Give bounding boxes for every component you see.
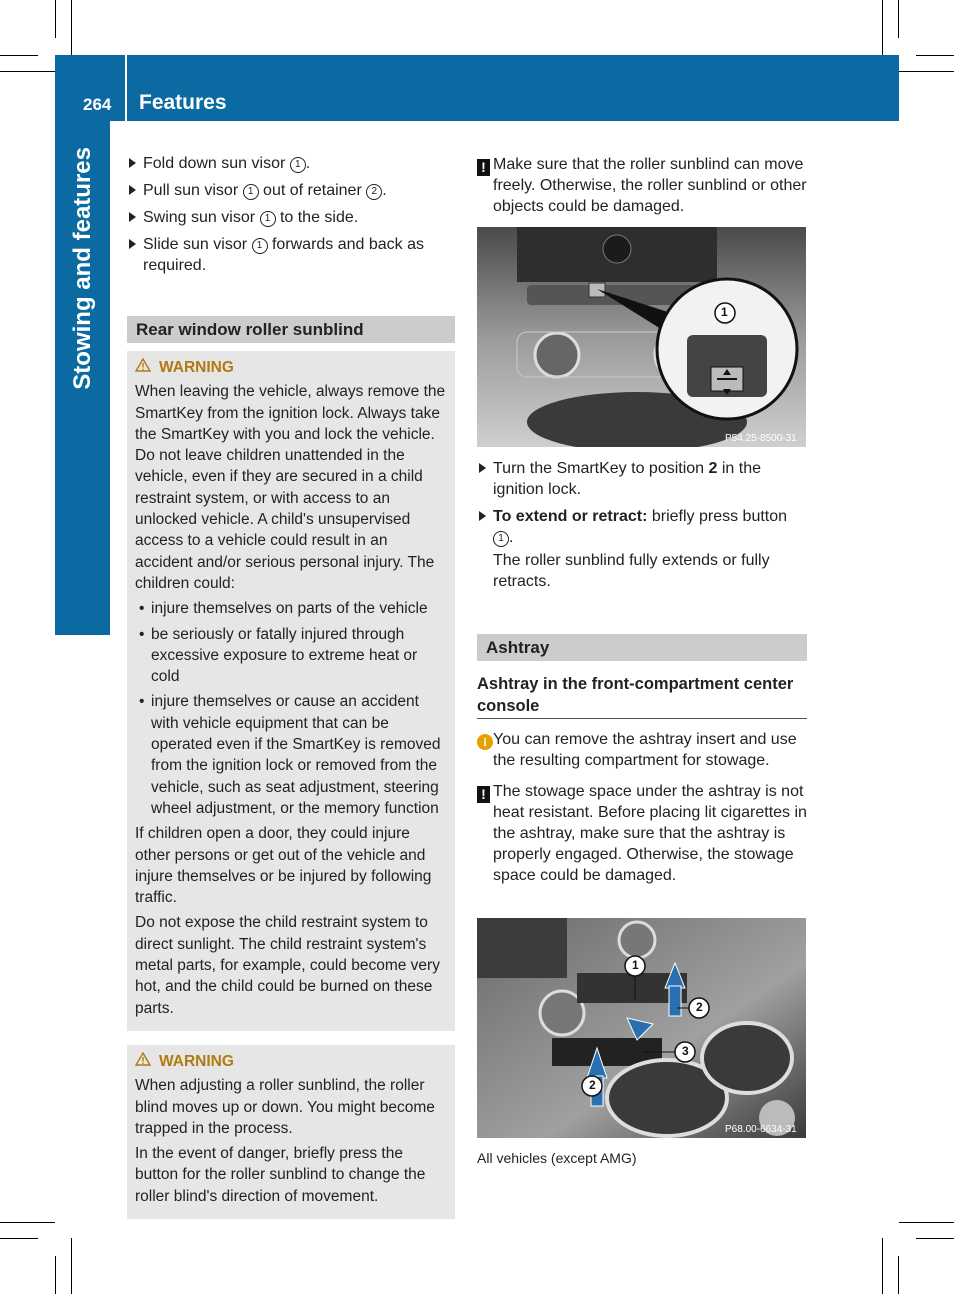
warning-triangle-icon bbox=[135, 357, 151, 378]
step-emphasis: To extend or retract: bbox=[493, 508, 648, 525]
crop-mark bbox=[898, 0, 899, 38]
callout-number: 1 bbox=[493, 531, 509, 547]
photo-code: P54.25-8500-31 bbox=[725, 433, 797, 444]
step-text: Fold down sun visor bbox=[143, 155, 290, 172]
callout-number: 1 bbox=[721, 305, 728, 319]
note-text: Make sure that the roller sunblind can move freely. Otherwise, the roller sunblind or other objects could be damaged. bbox=[493, 156, 807, 215]
console-photo-roller-button bbox=[477, 227, 806, 447]
crop-mark bbox=[882, 0, 883, 55]
warning-text: When leaving the vehicle, always remove the SmartKey from the ignition lock. Always take the SmartKey with you and lock the vehicle. Do not leave children unattended in the vehicle, even if they are secured in a child restraint system, or with access to an unlocked vehicle. A child's unsupervised access to a vehicle could result in an accident and/or serious personal injury. The children could: bbox=[135, 383, 446, 592]
page-number: 264 bbox=[83, 95, 112, 114]
callout-number: 1 bbox=[252, 238, 268, 254]
header-divider bbox=[125, 55, 127, 121]
left-column bbox=[127, 153, 455, 1219]
step-item bbox=[127, 153, 455, 174]
step-text: Pull sun visor bbox=[143, 182, 243, 199]
step-text: Turn the SmartKey to position bbox=[493, 460, 709, 477]
crop-mark bbox=[71, 1238, 72, 1294]
callout-number: 2 bbox=[589, 1078, 596, 1092]
step-emphasis: 2 bbox=[708, 460, 718, 477]
subsection-heading: Ashtray in the front-compartment center console bbox=[477, 673, 807, 719]
console-illustration bbox=[477, 227, 806, 447]
warning-text: In the event of danger, briefly press the button for the roller sunblind to change the roller blind's direction of movement. bbox=[135, 1145, 426, 1205]
step-text: to the side. bbox=[275, 209, 359, 226]
step-item bbox=[127, 180, 455, 201]
photo-caption: All vehicles (except AMG) bbox=[477, 1150, 637, 1166]
section-heading: Rear window roller sunblind bbox=[127, 316, 455, 343]
warning-text: Do not expose the child restraint system to direct sunlight. The child restraint system's metal parts, for example, could become very hot, and the child could be burned on these parts. bbox=[135, 914, 440, 1017]
warning-bullet: • injure themselves or cause an accident with vehicle equipment that can be operated even if the SmartKey is removed from the ignition lock or removed from the vehicle, such as seat adjustment, steering wheel adjustment, or the memory function bbox=[135, 691, 447, 819]
callout-number: 3 bbox=[682, 1044, 689, 1058]
crop-mark bbox=[55, 1256, 56, 1294]
right-column bbox=[477, 154, 807, 217]
crop-mark bbox=[0, 1222, 55, 1223]
note-text: The stowage space under the ashtray is not heat resistant. Before placing lit cigarettes in the ashtray, make sure that the ashtray is properly engaged. Otherwise, the stowage space could be damaged. bbox=[493, 783, 807, 884]
warning-list bbox=[135, 598, 447, 819]
step-item bbox=[477, 458, 807, 500]
callout-number: 1 bbox=[243, 184, 259, 200]
step-text: briefly press button bbox=[647, 508, 788, 525]
warning-label: WARNING bbox=[159, 1052, 234, 1070]
step-item bbox=[477, 506, 807, 548]
crop-mark bbox=[55, 0, 56, 38]
warning-box bbox=[127, 1045, 455, 1219]
crop-mark bbox=[71, 0, 72, 55]
warning-bullet: • be seriously or fatally injured through excessive exposure to extreme heat or cold bbox=[135, 624, 447, 688]
crop-mark bbox=[916, 55, 954, 56]
crop-mark bbox=[0, 1238, 38, 1239]
crop-mark bbox=[916, 1238, 954, 1239]
exclamation-icon: ! bbox=[477, 786, 490, 803]
step-text: out of retainer bbox=[258, 182, 367, 199]
chapter-tab-label: Stowing and features bbox=[69, 147, 96, 390]
step-text: in the ignition lock. bbox=[493, 460, 762, 498]
callout-number: 1 bbox=[260, 211, 276, 227]
caution-note bbox=[477, 154, 807, 217]
step-text: . bbox=[305, 155, 311, 172]
step-item bbox=[127, 207, 455, 228]
step-text: Slide sun visor bbox=[143, 236, 252, 253]
warning-triangle-icon bbox=[135, 1051, 151, 1072]
photo-code: P68.00-6634-31 bbox=[725, 1124, 797, 1135]
crop-mark bbox=[882, 1238, 883, 1294]
crop-mark bbox=[898, 1256, 899, 1294]
info-note bbox=[477, 729, 807, 771]
step-text: . bbox=[382, 182, 387, 199]
section-heading: Ashtray bbox=[477, 634, 807, 661]
callout-number: 2 bbox=[366, 184, 382, 200]
crop-mark bbox=[0, 55, 38, 56]
info-icon: i bbox=[477, 734, 493, 750]
step-text: . bbox=[509, 529, 514, 546]
warning-heading bbox=[135, 357, 447, 378]
callout-number: 2 bbox=[696, 1000, 703, 1014]
step-text: forwards and back as required. bbox=[143, 236, 425, 274]
warning-label: WARNING bbox=[159, 359, 234, 376]
crop-mark bbox=[0, 71, 55, 72]
right-column-mid bbox=[477, 458, 807, 886]
warning-text: If children open a door, they could injure other persons or get out of the vehicle and injure themselves or be injured by following traffic. bbox=[135, 825, 432, 907]
step-item bbox=[127, 234, 455, 276]
warning-heading bbox=[135, 1051, 447, 1072]
note-text: You can remove the ashtray insert and use the resulting compartment for stowage. bbox=[493, 731, 797, 769]
crop-mark bbox=[899, 71, 954, 72]
callout-number: 1 bbox=[290, 157, 306, 173]
warning-text: When adjusting a roller sunblind, the roller blind moves up or down. You might become trapped in the process. bbox=[135, 1077, 435, 1137]
page-title: Features bbox=[139, 91, 227, 114]
chapter-tab bbox=[55, 121, 110, 635]
page-header bbox=[55, 55, 899, 121]
console-photo-ashtray bbox=[477, 918, 806, 1138]
ashtray-illustration bbox=[477, 918, 806, 1138]
caution-note bbox=[477, 781, 807, 886]
exclamation-icon: ! bbox=[477, 159, 490, 176]
callout-number: 1 bbox=[632, 958, 639, 972]
warning-box bbox=[127, 351, 455, 1031]
warning-bullet: • injure themselves on parts of the vehicle bbox=[135, 598, 447, 619]
step-result: The roller sunblind fully extends or fully retracts. bbox=[493, 552, 770, 590]
crop-mark bbox=[899, 1222, 954, 1223]
step-text: Swing sun visor bbox=[143, 209, 260, 226]
